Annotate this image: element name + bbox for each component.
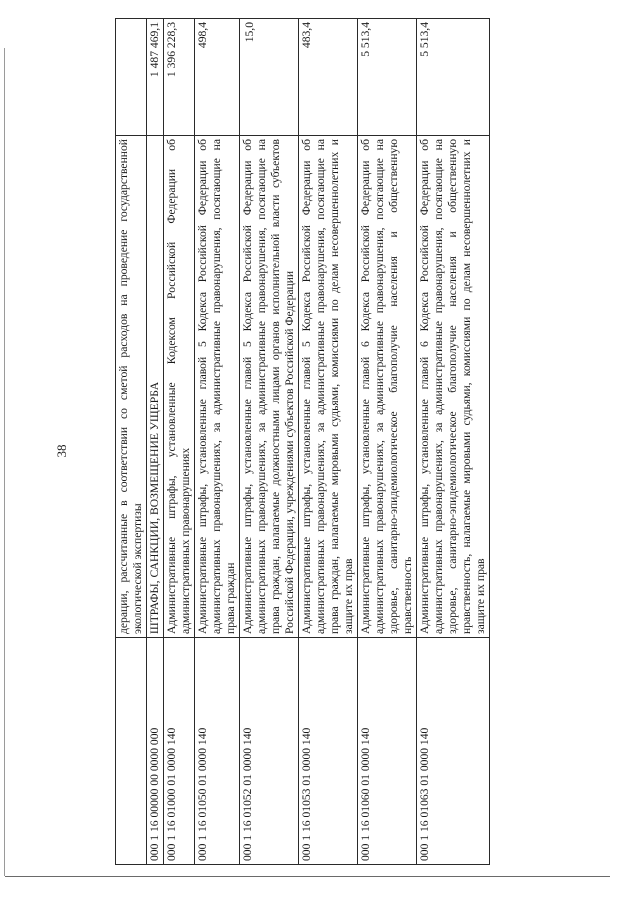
income-name-cell: ШТРАФЫ, САНКЦИИ, ВОЗМЕЩЕНИЕ УЩЕРБА — [147, 136, 164, 638]
budget-code-cell — [116, 638, 147, 865]
amount-cell: 1 487 469,1 — [147, 19, 164, 136]
table-row — [116, 19, 147, 865]
amount-cell: 498,4 — [195, 19, 240, 136]
amount-cell: 15,0 — [240, 19, 299, 136]
table-row — [240, 19, 299, 865]
income-name-cell: Административные штрафы, установленные главой 5 Кодекса Российской Федерации об административных правонарушениях, за административные правонарушения, посягающие на права граждан, налагаемые должностными лицами органов исполнительной власти субъектов Российской Федерации, учреждениями субъектов Российской Федерации — [240, 136, 299, 638]
table-row — [417, 19, 490, 865]
budget-code-cell: 000 1 16 00000 00 0000 000 — [147, 638, 164, 865]
amount-cell — [116, 19, 147, 136]
budget-table — [115, 18, 490, 865]
amount-cell: 5 513,4 — [358, 19, 417, 136]
income-name-cell: дерации, рассчитанные в соответствии со сметой расходов на проведение государственной экологической экспертизы — [116, 136, 147, 638]
left-edge-line — [4, 48, 5, 876]
page-number: 38 — [54, 444, 69, 458]
table-row — [195, 19, 240, 865]
budget-code-cell: 000 1 16 01000 01 0000 140 — [164, 638, 195, 865]
budget-code-cell: 000 1 16 01050 01 0000 140 — [195, 638, 240, 865]
amount-cell: 1 396 228,3 — [164, 19, 195, 136]
income-name-cell: Административные штрафы, установленные главой 5 Кодекса Российской Федерации об административных правонарушениях, за административные правонарушения, посягающие на права граждан — [195, 136, 240, 638]
income-name-cell: Административные штрафы, установленные Кодексом Российской Федерации об административных правонарушениях — [164, 136, 195, 638]
income-name-cell: Административные штрафы, установленные главой 5 Кодекса Российской Федерации об административных правонарушениях, за административные правонарушения, посягающие на права граждан, налагаемые мировыми судьями, комиссиями по делам несовершеннолетних и защите их прав — [299, 136, 358, 638]
bottom-edge-line — [5, 876, 610, 877]
table-row — [358, 19, 417, 865]
table-row — [299, 19, 358, 865]
amount-cell: 483,4 — [299, 19, 358, 136]
budget-code-cell: 000 1 16 01053 01 0000 140 — [299, 638, 358, 865]
budget-code-cell: 000 1 16 01060 01 0000 140 — [358, 638, 417, 865]
income-name-cell: Административные штрафы, установленные главой 6 Кодекса Российской Федерации об административных правонарушениях, за административные правонарушения, посягающие на здоровье, санитарно-эпидемиологическое благополучие населения и общественную нравственность — [358, 136, 417, 638]
budget-code-cell: 000 1 16 01063 01 0000 140 — [417, 638, 490, 865]
table-row — [147, 19, 164, 865]
income-name-cell: Административные штрафы, установленные главой 6 Кодекса Российской Федерации об административных правонарушениях, за административные правонарушения, посягающие на здоровье, санитарно-эпидемиологическое благополучие населения и общественную нравственность, налагаемые мировыми судьями, комиссиями по делам несовершеннолетних и защите их прав — [417, 136, 490, 638]
budget-code-cell: 000 1 16 01052 01 0000 140 — [240, 638, 299, 865]
table-row — [164, 19, 195, 865]
amount-cell: 5 513,4 — [417, 19, 490, 136]
